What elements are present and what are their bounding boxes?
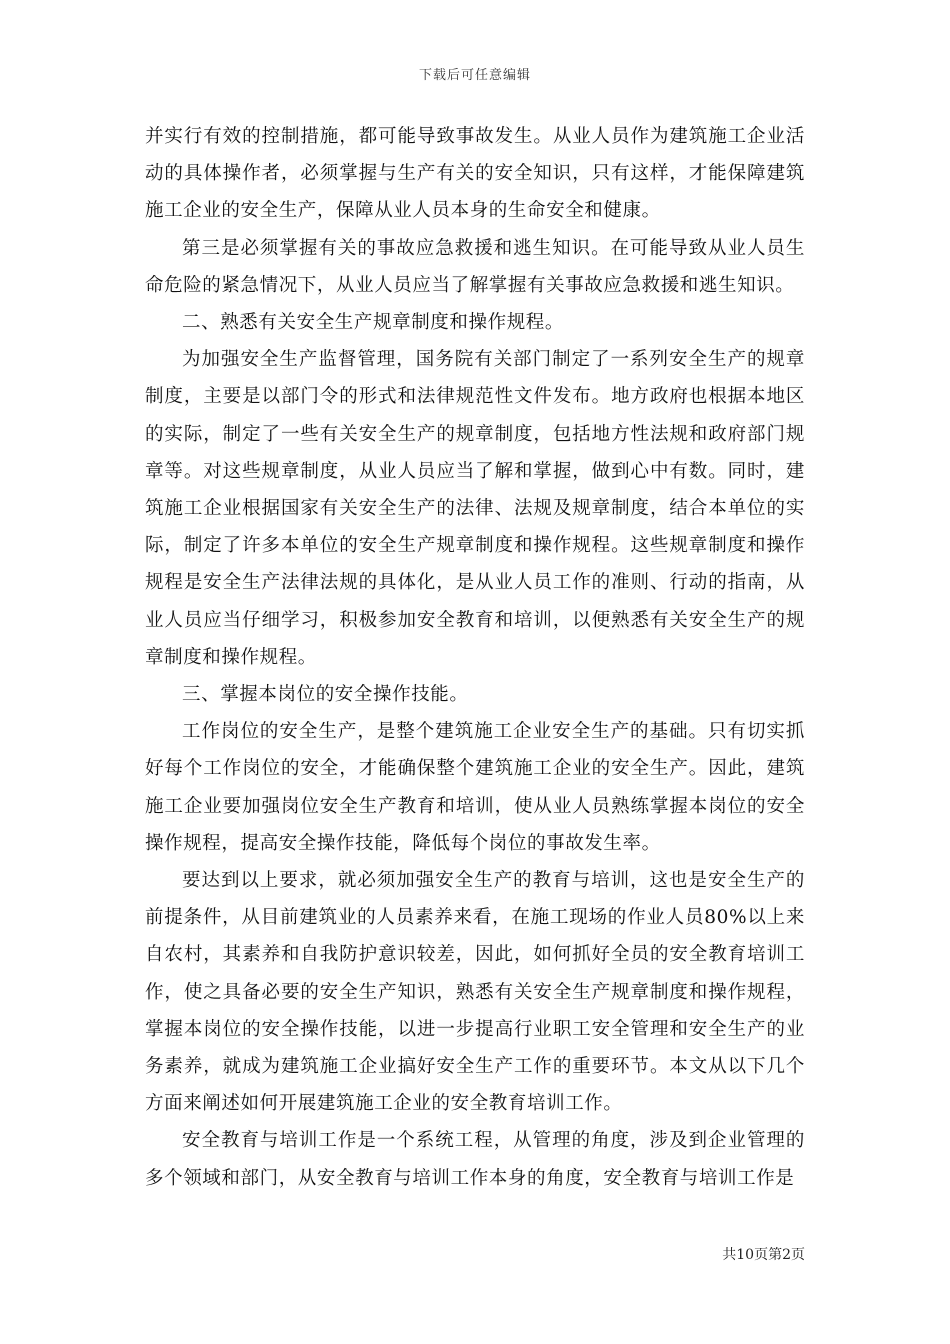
paragraph: 为加强安全生产监督管理，国务院有关部门制定了一系列安全生产的规章制度，主要是以部门令的形式和法律规范性文件发布。地方政府也根据本地区的实际，制定了一些有关安全生产的规章制度，包括地方性法规和政府部门规章等。对这些规章制度，从业人员应当了解和掌握，做到心中有数。同时，建筑施工企业根据国家有关安全生产的法律、法规及规章制度，结合本单位的实际，制定了许多本单位的安全生产规章制度和操作规程。这些规章制度和操作规程是安全生产法律法规的具体化，是从业人员工作的准则、行动的指南，从业人员应当仔细学习，积极参加安全教育和培训，以便熟悉有关安全生产的规章制度和操作规程。 (145, 349, 805, 668)
paragraph: 第三是必须掌握有关的事故应急救援和逃生知识。在可能导致从业人员生命危险的紧急情况下，从业人员应当了解掌握有关事故应急救援和逃生知识。 (145, 237, 805, 296)
section-heading: 三、掌握本岗位的安全操作技能。 (182, 684, 469, 706)
section-heading: 二、熟悉有关安全生产规章制度和操作规程。 (182, 312, 565, 334)
page-header: 下载后可任意编辑 (418, 68, 531, 83)
page-number: 共10页第2页 (722, 1247, 805, 1263)
paragraph: 工作岗位的安全生产，是整个建筑施工企业安全生产的基础。只有切实抓好每个工作岗位的安全，才能确保整个建筑施工企业的安全生产。因此，建筑施工企业要加强岗位安全生产教育和培训，使从业人员熟练掌握本岗位的安全操作规程，提高安全操作技能，降低每个岗位的事故发生率。 (145, 721, 805, 854)
paragraph: 安全教育与培训工作是一个系统工程，从管理的角度，涉及到企业管理的多个领域和部门，从安全教育与培训工作本身的角度，安全教育与培训工作是 (145, 1130, 805, 1189)
paragraph: 要达到以上要求，就必须加强安全生产的教育与培训，这也是安全生产的前提条件，从目前建筑业的人员素养来看，在施工现场的作业人员80%以上来自农村，其素养和自我防护意识较差，因此，如何抓好全员的安全教育培训工作，使之具备必要的安全生产知识，熟悉有关安全生产规章制度和操作规程，掌握本岗位的安全操作技能，以进一步提高行业职工安全管理和安全生产的业务素养，就成为建筑施工企业搞好安全生产工作的重要环节。本文从以下几个方面来阐述如何开展建筑施工企业的安全教育培训工作。 (145, 870, 805, 1115)
paragraph-continued: 并实行有效的控制措施，都可能导致事故发生。从业人员作为建筑施工企业活动的具体操作者，必须掌握与生产有关的安全知识，只有这样，才能保障建筑施工企业的安全生产，保障从业人员本身的生命安全和健康。 (145, 126, 805, 222)
document-body (145, 118, 805, 1197)
